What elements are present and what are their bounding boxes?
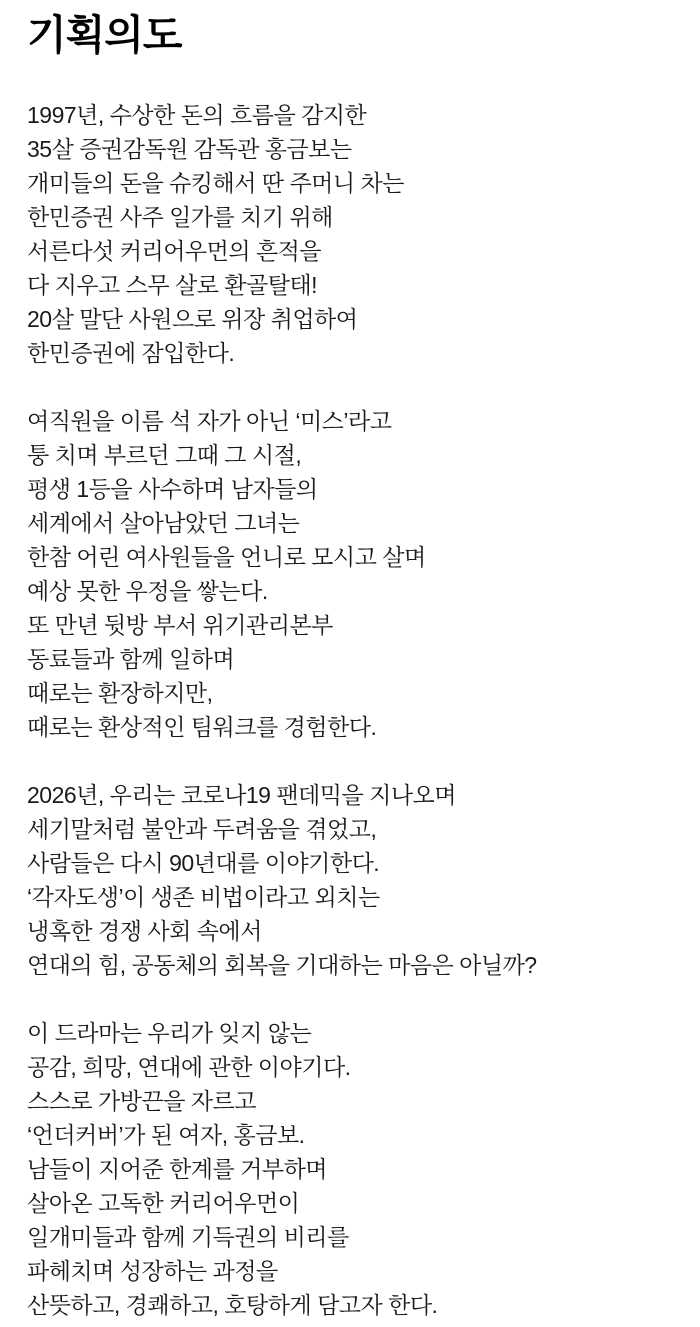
intro-text	[27, 98, 670, 1322]
text-line: 한참 어린 여사원들을 언니로 모시고 살며	[27, 544, 426, 571]
text-line: 평생 1등을 사수하며 남자들의	[27, 476, 318, 503]
paragraph-2	[27, 404, 670, 744]
text-line: 냉혹한 경쟁 사회 속에서	[27, 918, 262, 945]
text-line: 스스로 가방끈을 자르고	[27, 1088, 256, 1115]
text-line: 때로는 환장하지만,	[27, 680, 213, 707]
text-line: 퉁 치며 부르던 그때 그 시절,	[27, 442, 302, 469]
text-line: 사람들은 다시 90년대를 이야기한다.	[27, 850, 380, 877]
text-line: 1997년, 수상한 돈의 흐름을 감지한	[27, 102, 367, 129]
text-line: 남들이 지어준 한계를 거부하며	[27, 1156, 328, 1183]
text-line: ‘언더커버’가 된 여자, 홍금보.	[27, 1122, 305, 1149]
text-line: 동료들과 함께 일하며	[27, 646, 235, 673]
paragraph-1	[27, 98, 670, 370]
paragraph-3	[27, 778, 670, 982]
text-line: 여직원을 이름 석 자가 아닌 ‘미스’라고	[27, 408, 392, 435]
text-line: 살아온 고독한 커리어우먼이	[27, 1190, 300, 1217]
text-line: 또 만년 뒷방 부서 위기관리본부	[27, 612, 333, 639]
text-line: 2026년, 우리는 코로나19 팬데믹을 지나오며	[27, 782, 456, 809]
text-line: 서른다섯 커리어우먼의 흔적을	[27, 238, 322, 265]
text-line: 일개미들과 함께 기득권의 비리를	[27, 1224, 349, 1251]
text-line: 이 드라마는 우리가 잊지 않는	[27, 1020, 312, 1047]
text-line: 35살 증권감독원 감독관 홍금보는	[27, 136, 352, 163]
page-title: 기획의도	[27, 12, 182, 58]
text-line: 공감, 희망, 연대에 관한 이야기다.	[27, 1054, 351, 1081]
text-line: 20살 말단 사원으로 위장 취업하여	[27, 306, 358, 333]
text-line: 세기말처럼 불안과 두려움을 겪었고,	[27, 816, 377, 843]
text-line: 개미들의 돈을 슈킹해서 딴 주머니 차는	[27, 170, 404, 197]
text-line: 다 지우고 스무 살로 환골탈태!	[27, 272, 318, 299]
text-line: 세계에서 살아남았던 그녀는	[27, 510, 300, 537]
text-line: 연대의 힘, 공동체의 회복을 기대하는 마음은 아닐까?	[27, 952, 537, 979]
text-line: 산뜻하고, 경쾌하고, 호탕하게 담고자 한다.	[27, 1292, 438, 1319]
text-line: 파헤치며 성장하는 과정을	[27, 1258, 278, 1285]
text-line: 한민증권 사주 일가를 치기 위해	[27, 204, 333, 231]
paragraph-4	[27, 1016, 670, 1322]
text-line: 예상 못한 우정을 쌓는다.	[27, 578, 268, 605]
text-line: ‘각자도생’이 생존 비법이라고 외치는	[27, 884, 380, 911]
text-line: 때로는 환상적인 팀워크를 경험한다.	[27, 714, 377, 741]
text-line: 한민증권에 잠입한다.	[27, 340, 235, 367]
